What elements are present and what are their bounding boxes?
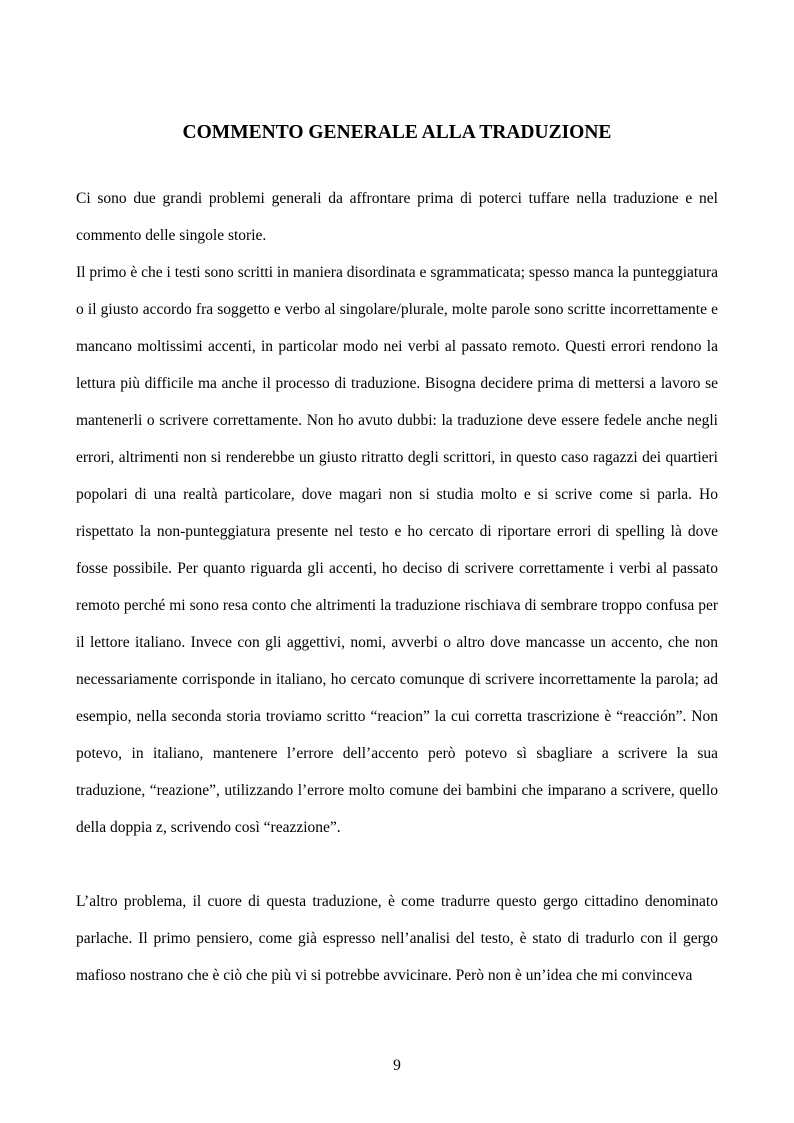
paragraph-second-problem: L’altro problema, il cuore di questa traduzione, è come tradurre questo gergo cittadino denominato parlache. Il primo pensiero, come già espresso nell’analisi del testo, è stato di tradurlo con il gergo mafioso nostrano che è ciò che più vi si potrebbe avvicinare. Però non è un’idea che mi convinceva <box>76 893 718 984</box>
body-text <box>76 180 718 994</box>
page-title: COMMENTO GENERALE ALLA TRADUZIONE <box>182 122 612 143</box>
page-number: 9 <box>393 1057 401 1074</box>
paragraph-first-problem: Il primo è che i testi sono scritti in maniera disordinata e sgrammaticata; spesso manca la punteggiatura o il giusto accordo fra soggetto e verbo al singolare/plurale, molte parole sono scritte incorrettamente e mancano moltissimi accenti, in particolar modo nei verbi al passato remoto. Questi errori rendono la lettura più difficile ma anche il processo di traduzione. Bisogna decidere prima di mettersi a lavoro se mantenerli o scrivere correttamente. Non ho avuto dubbi: la traduzione deve essere fedele anche negli errori, altrimenti non si renderebbe un giusto ritratto degli scrittori, in questo caso ragazzi dei quartieri popolari di una realtà particolare, dove magari non si studia molto e si scrive come si parla. Ho rispettato la non-punteggiatura presente nel testo e ho cercato di riportare errori di spelling là dove fosse possibile. Per quanto riguarda gli accenti, ho deciso di scrivere correttamente i verbi al passato remoto perché mi sono resa conto che altrimenti la traduzione rischiava di sembrare troppo confusa per il lettore italiano. Invece con gli aggettivi, nomi, avverbi o altro dove mancasse un accento, che non necessariamente corrisponde in italiano, ho cercato comunque di scrivere incorrettamente la parola; ad esempio, nella seconda storia troviamo scritto “reacion” la cui corretta trascrizione è “reacción”. Non potevo, in italiano, mantenere l’errore dell’accento però potevo sì sbagliare a scrivere la sua traduzione, “reazione”, utilizzando l’errore molto comune dei bambini che imparano a scrivere, quello della doppia z, scrivendo così “reazzione”. <box>76 264 718 836</box>
paragraph-intro: Ci sono due grandi problemi generali da affrontare prima di poterci tuffare nella traduzione e nel commento delle singole storie. <box>76 190 718 244</box>
